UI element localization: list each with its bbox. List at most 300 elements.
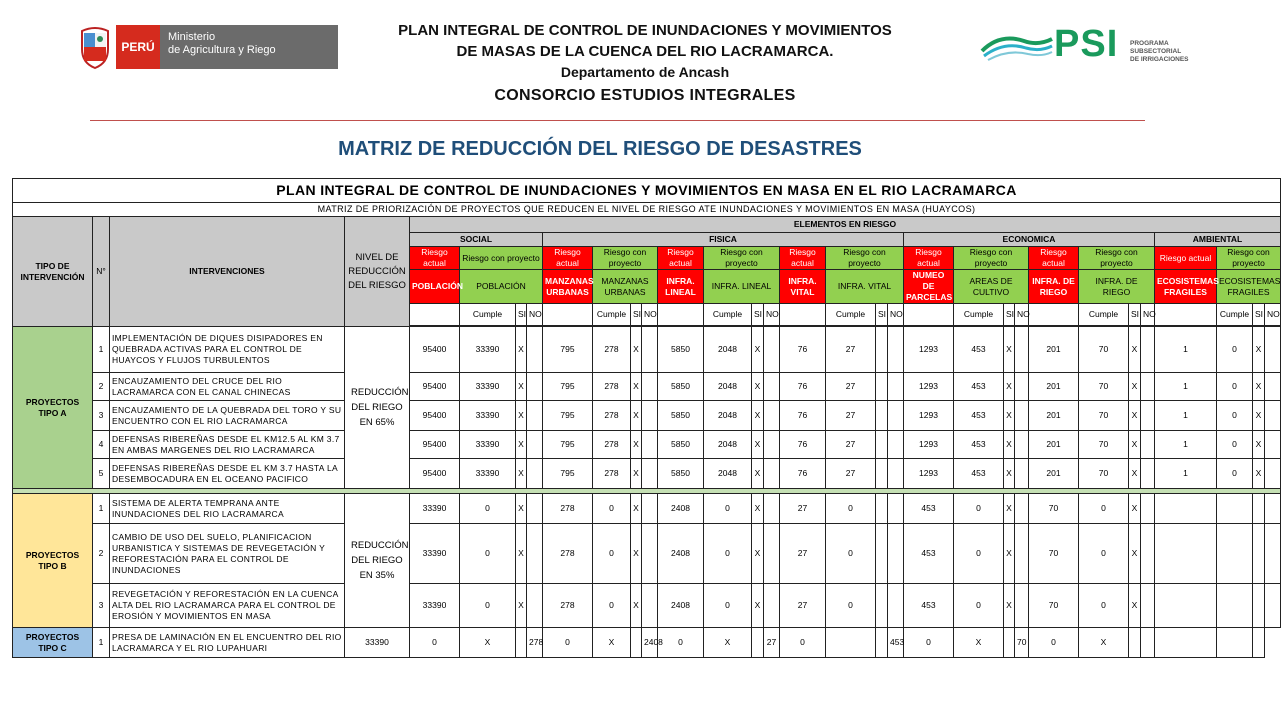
value-actual: 70: [1029, 584, 1079, 628]
value-actual: 201: [1029, 431, 1079, 459]
value-proyecto: 27: [826, 431, 876, 459]
value-si: [876, 459, 888, 489]
value-no: [1015, 494, 1029, 524]
tipo-label: PROYECTOS TIPO A: [13, 327, 93, 489]
value-si: [876, 431, 888, 459]
riesgo-proyecto-label: Riesgo con proyecto: [1217, 247, 1281, 270]
riesgo-proyecto-label: Riesgo con proyecto: [704, 247, 780, 270]
value-actual: 795: [543, 327, 593, 373]
value-proyecto: 0: [410, 628, 460, 658]
header-line-2: DE MASAS DE LA CUENCA DEL RIO LACRAMARCA.: [456, 43, 834, 60]
value-si: X: [516, 584, 527, 628]
value-si: [876, 494, 888, 524]
row-number: 3: [93, 584, 110, 628]
value-proyecto: 0: [826, 584, 876, 628]
ministry-line-2: de Agricultura y Riego: [168, 44, 276, 56]
sub-manzanas-actual: MANZANAS URBANAS: [543, 270, 593, 304]
value-actual: 795: [543, 401, 593, 431]
value-proyecto: 0: [658, 628, 704, 658]
riesgo-proyecto-label: Riesgo con proyecto: [1079, 247, 1155, 270]
table-title: PLAN INTEGRAL DE CONTROL DE INUNDACIONES Y MOVIMIENTOS EN MASA EN EL RIO LACRAMARCA: [13, 179, 1281, 203]
value-si: X: [460, 628, 516, 658]
document-header: [330, 20, 960, 109]
value-no: [642, 584, 658, 628]
value-actual: 1293: [904, 327, 954, 373]
value-si: X: [631, 584, 642, 628]
intervention-text: DEFENSAS RIBEREÑAS DESDE EL KM 3.7 HASTA LA DESEMBOCADURA EN EL OCEANO PACIFICO: [110, 459, 345, 489]
value-si: X: [631, 401, 642, 431]
cumple-header: Cumple: [954, 304, 1004, 326]
value-si: X: [1129, 401, 1141, 431]
value-actual: 453: [904, 584, 954, 628]
value-no: [888, 584, 904, 628]
value-no: [1015, 584, 1029, 628]
cumple-header: Cumple: [1079, 304, 1129, 326]
value-proyecto: 27: [826, 327, 876, 373]
riesgo-actual-label: Riesgo actual: [1155, 247, 1217, 270]
value-si: [876, 373, 888, 401]
si-header: SI: [876, 304, 888, 326]
value-si: X: [752, 494, 764, 524]
value-si: X: [631, 524, 642, 584]
tipo-label: PROYECTOS TIPO C: [13, 628, 93, 658]
value-actual: 2408: [658, 584, 704, 628]
value-proyecto: 2048: [704, 401, 752, 431]
table-row: [13, 431, 1281, 459]
value-si: X: [516, 373, 527, 401]
value-actual: 27: [780, 584, 826, 628]
value-proyecto: 27: [826, 459, 876, 489]
value-si: [1253, 524, 1265, 584]
value-proyecto: 0: [543, 628, 593, 658]
no-header: NO: [888, 304, 904, 326]
intervention-text: DEFENSAS RIBEREÑAS DESDE EL KM12.5 AL KM 3.7 EN AMBAS MARGENES DEL RIO LACRAMARCA: [110, 431, 345, 459]
nivel-reduccion: REDUCCIÓN DEL RIEGO EN 65%: [345, 327, 410, 489]
header-line-4: CONSORCIO ESTUDIOS INTEGRALES: [494, 87, 796, 104]
value-proyecto: 2048: [704, 459, 752, 489]
sub-parcelas-actual: NUMEO DE PARCELAS: [904, 270, 954, 304]
value-si: X: [1253, 401, 1265, 431]
value-proyecto: 0: [954, 494, 1004, 524]
value-si: [876, 327, 888, 373]
value-proyecto: 0: [1217, 373, 1253, 401]
peru-label: PERÚ: [116, 25, 160, 69]
coat-of-arms-icon: [78, 25, 112, 69]
tipo-label: PROYECTOS TIPO B: [13, 494, 93, 628]
value-no: [764, 584, 780, 628]
value-actual: 76: [780, 459, 826, 489]
sub-infra-vital-proyecto: INFRA. VITAL: [826, 270, 904, 304]
value-no: [1141, 327, 1155, 373]
value-si: X: [516, 459, 527, 489]
value-si: X: [954, 628, 1004, 658]
value-si: [1217, 628, 1253, 658]
value-actual: 1293: [904, 431, 954, 459]
value-si: X: [516, 524, 527, 584]
value-actual: 1: [1155, 327, 1217, 373]
value-actual: 453: [904, 494, 954, 524]
col-nivel-header: NIVEL DE REDUCCIÓN DEL RIESGO: [345, 217, 410, 327]
value-si: X: [1253, 459, 1265, 489]
cumple-header: Cumple: [826, 304, 876, 326]
value-actual: 1: [1155, 459, 1217, 489]
riesgo-proyecto-label: Riesgo con proyecto: [826, 247, 904, 270]
value-no: [888, 524, 904, 584]
si-header: SI: [752, 304, 764, 326]
value-proyecto: 70: [1079, 327, 1129, 373]
value-proyecto: 0: [1217, 431, 1253, 459]
value-actual: [1141, 628, 1155, 658]
value-actual: 1: [1155, 401, 1217, 431]
value-actual: 1293: [904, 401, 954, 431]
value-proyecto: 0: [1079, 494, 1129, 524]
value-actual: 76: [780, 373, 826, 401]
col-tipo-header: TIPO DE INTERVENCIÓN: [13, 217, 93, 327]
cat-ambiental: AMBIENTAL: [1155, 233, 1281, 247]
value-no: [631, 628, 642, 658]
header-divider: [90, 120, 1145, 121]
blank-cell: [410, 304, 460, 326]
value-actual: 5850: [658, 431, 704, 459]
priority-matrix-table: [12, 178, 1281, 658]
value-no: [752, 628, 764, 658]
value-no: [764, 401, 780, 431]
sub-ecosistemas-proyecto: ECOSISTEMAS FRAGILES: [1217, 270, 1281, 304]
value-proyecto: 453: [954, 373, 1004, 401]
no-header: NO: [1015, 304, 1029, 326]
value-actual: 795: [543, 373, 593, 401]
table-row: [13, 584, 1281, 628]
value-proyecto: 0: [593, 524, 631, 584]
value-actual: 70: [1015, 628, 1029, 658]
value-actual: 278: [527, 628, 543, 658]
value-si: [1253, 584, 1265, 628]
table-row: [13, 401, 1281, 431]
value-si: [876, 524, 888, 584]
si-header: SI: [631, 304, 642, 326]
value-no: [888, 373, 904, 401]
value-no: [764, 524, 780, 584]
value-actual: 1: [1155, 431, 1217, 459]
value-no: [1265, 373, 1281, 401]
intervention-text: SISTEMA DE ALERTA TEMPRANA ANTE INUNDACIONES DEL RIO LACRAMARCA: [110, 494, 345, 524]
value-no: [876, 628, 888, 658]
cat-economica: ECONOMICA: [904, 233, 1155, 247]
value-no: [527, 327, 543, 373]
table-row: [13, 524, 1281, 584]
value-actual: 70: [1029, 524, 1079, 584]
value-no: [1015, 327, 1029, 373]
value-si: X: [752, 459, 764, 489]
value-actual: 95400: [410, 373, 460, 401]
value-no: [1253, 628, 1265, 658]
value-proyecto: 278: [593, 459, 631, 489]
riesgo-proyecto-label: Riesgo con proyecto: [460, 247, 543, 270]
value-proyecto: 0: [780, 628, 826, 658]
value-si: X: [1004, 401, 1015, 431]
no-header: NO: [764, 304, 780, 326]
value-proyecto: 278: [593, 431, 631, 459]
value-proyecto: 453: [954, 431, 1004, 459]
value-proyecto: 0: [1029, 628, 1079, 658]
blank-cell: [780, 304, 826, 326]
value-actual: 27: [764, 628, 780, 658]
value-no: [1141, 431, 1155, 459]
riesgo-actual-label: Riesgo actual: [1029, 247, 1079, 270]
cat-fisica: FISICA: [543, 233, 904, 247]
page-title: MATRIZ DE REDUCCIÓN DEL RIESGO DE DESASTRES: [338, 138, 862, 160]
value-si: X: [752, 431, 764, 459]
value-actual: 76: [780, 327, 826, 373]
riesgo-proyecto-label: Riesgo con proyecto: [593, 247, 658, 270]
value-si: X: [1129, 524, 1141, 584]
value-no: [1265, 524, 1281, 584]
value-actual: 453: [888, 628, 904, 658]
value-actual: 278: [543, 494, 593, 524]
value-proyecto: 33390: [460, 459, 516, 489]
value-si: X: [1004, 524, 1015, 584]
table-row: [13, 459, 1281, 489]
value-si: X: [1129, 373, 1141, 401]
sub-riego-actual: INFRA. DE RIEGO: [1029, 270, 1079, 304]
cumple-header: Cumple: [1217, 304, 1253, 326]
value-no: [1004, 628, 1015, 658]
value-proyecto: 70: [1079, 431, 1129, 459]
value-si: X: [516, 431, 527, 459]
value-proyecto: 278: [593, 327, 631, 373]
peru-ministry-logo: [78, 25, 338, 69]
table-subtitle: MATRIZ DE PRIORIZACIÓN DE PROYECTOS QUE REDUCEN EL NIVEL DE RIESGO ATE INUNDACIONES Y MOVIMIENTOS EN MASA (HUAYCOS): [13, 203, 1281, 217]
value-si: X: [631, 327, 642, 373]
value-proyecto: 453: [954, 327, 1004, 373]
value-si: [1253, 494, 1265, 524]
value-no: [764, 494, 780, 524]
row-number: 1: [93, 628, 110, 658]
header-line-1: PLAN INTEGRAL DE CONTROL DE INUNDACIONES Y MOVIMIENTOS: [398, 22, 892, 39]
riesgo-proyecto-label: Riesgo con proyecto: [954, 247, 1029, 270]
value-no: [888, 494, 904, 524]
value-no: [1015, 373, 1029, 401]
value-proyecto: [1217, 494, 1253, 524]
value-actual: [1155, 494, 1217, 524]
blank-cell: [1029, 304, 1079, 326]
value-no: [642, 431, 658, 459]
value-actual: 201: [1029, 373, 1079, 401]
no-header: NO: [1141, 304, 1155, 326]
value-actual: 70: [1029, 494, 1079, 524]
value-si: X: [752, 524, 764, 584]
value-si: X: [516, 327, 527, 373]
value-actual: 278: [543, 524, 593, 584]
value-si: [876, 401, 888, 431]
sub-infra-lineal-proyecto: INFRA. LINEAL: [704, 270, 780, 304]
value-proyecto: 33390: [460, 327, 516, 373]
tipo-a-rows: [13, 327, 1281, 489]
psi-waves-icon: [980, 29, 1054, 69]
value-proyecto: 2048: [704, 431, 752, 459]
value-si: X: [1129, 431, 1141, 459]
value-proyecto: 0: [954, 524, 1004, 584]
value-no: [1015, 459, 1029, 489]
table-row: [13, 373, 1281, 401]
sub-infra-vital-actual: INFRA. VITAL: [780, 270, 826, 304]
elementos-header: ELEMENTOS EN RIESGO: [410, 217, 1281, 233]
value-si: X: [1004, 373, 1015, 401]
value-no: [1015, 431, 1029, 459]
value-actual: 2408: [642, 628, 658, 658]
tipo-c-rows: [13, 628, 1281, 658]
row-number: 5: [93, 459, 110, 489]
value-actual: 795: [543, 459, 593, 489]
value-si: X: [1129, 327, 1141, 373]
value-proyecto: 33390: [460, 401, 516, 431]
value-proyecto: 0: [460, 524, 516, 584]
si-header: SI: [1253, 304, 1265, 326]
value-actual: 76: [780, 401, 826, 431]
value-proyecto: 0: [904, 628, 954, 658]
cat-social: SOCIAL: [410, 233, 543, 247]
value-si: X: [593, 628, 631, 658]
value-no: [527, 373, 543, 401]
intervention-text: PRESA DE LAMINACIÓN EN EL ENCUENTRO DEL RIO LACRAMARCA Y EL RIO LUPAHUARI: [110, 628, 345, 658]
value-si: X: [1129, 584, 1141, 628]
value-actual: 5850: [658, 459, 704, 489]
psi-sub-3: DE IRRIGACIONES: [1130, 56, 1189, 63]
value-actual: 95400: [410, 459, 460, 489]
table-row: [13, 628, 1281, 658]
value-proyecto: 70: [1079, 459, 1129, 489]
value-no: [1141, 584, 1155, 628]
nivel-reduccion: REDUCCIÓN DEL RIEGO EN 35%: [345, 494, 410, 628]
no-header: NO: [642, 304, 658, 326]
no-header: NO: [1265, 304, 1281, 326]
intervention-text: ENCAUZAMIENTO DE LA QUEBRADA DEL TORO Y SU ENCUENTRO CON EL RIO LACRAMARCA: [110, 401, 345, 431]
table-row: [13, 327, 1281, 373]
value-proyecto: 27: [826, 401, 876, 431]
value-si: X: [1129, 459, 1141, 489]
value-proyecto: 0: [704, 524, 752, 584]
value-no: [527, 494, 543, 524]
value-proyecto: 0: [1217, 327, 1253, 373]
value-si: X: [1253, 431, 1265, 459]
si-header: SI: [1129, 304, 1141, 326]
value-actual: 95400: [410, 327, 460, 373]
value-proyecto: 0: [826, 524, 876, 584]
value-no: [1141, 494, 1155, 524]
value-si: X: [516, 494, 527, 524]
value-actual: 33390: [345, 628, 410, 658]
value-no: [1141, 459, 1155, 489]
value-proyecto: 33390: [460, 431, 516, 459]
psi-label: PSI: [1054, 23, 1119, 65]
si-header: SI: [1004, 304, 1015, 326]
value-no: [764, 373, 780, 401]
col-n-header: N°: [93, 217, 110, 327]
value-no: [642, 373, 658, 401]
value-actual: 95400: [410, 401, 460, 431]
value-actual: 1293: [904, 373, 954, 401]
value-actual: 5850: [658, 373, 704, 401]
value-no: [1129, 628, 1141, 658]
value-no: [1265, 584, 1281, 628]
intervention-text: ENCAUZAMIENTO DEL CRUCE DEL RIO LACRAMARCA CON EL CANAL CHINECAS: [110, 373, 345, 401]
blank-cell: [543, 304, 593, 326]
header-line-3: Departamento de Ancash: [560, 64, 730, 80]
sub-cultivo-proyecto: AREAS DE CULTIVO: [954, 270, 1029, 304]
value-proyecto: 0: [704, 494, 752, 524]
value-no: [642, 459, 658, 489]
value-actual: 1: [1155, 373, 1217, 401]
value-actual: 1293: [904, 459, 954, 489]
ministry-label: [160, 25, 338, 69]
value-no: [642, 401, 658, 431]
row-number: 4: [93, 431, 110, 459]
value-proyecto: [1217, 584, 1253, 628]
riesgo-actual-label: Riesgo actual: [904, 247, 954, 270]
blank-cell: [658, 304, 704, 326]
value-si: X: [704, 628, 752, 658]
value-no: [888, 431, 904, 459]
cumple-header: Cumple: [460, 304, 516, 326]
value-no: [1015, 401, 1029, 431]
value-actual: 76: [780, 431, 826, 459]
value-actual: 33390: [410, 524, 460, 584]
cumple-header: Cumple: [704, 304, 752, 326]
value-si: X: [1004, 327, 1015, 373]
value-no: [527, 524, 543, 584]
value-si: X: [752, 373, 764, 401]
value-proyecto: 0: [1079, 524, 1129, 584]
value-proyecto: 0: [704, 584, 752, 628]
value-si: X: [752, 401, 764, 431]
value-no: [1141, 401, 1155, 431]
intervention-text: REVEGETACIÓN Y REFORESTACIÓN EN LA CUENCA ALTA DEL RIO LACRAMARCA PARA EL CONTROL DE EROSIÓN Y MOVIMIENTOS EN MASA: [110, 584, 345, 628]
value-si: X: [1129, 494, 1141, 524]
value-actual: 33390: [410, 494, 460, 524]
value-proyecto: 0: [593, 584, 631, 628]
value-no: [1265, 327, 1281, 373]
psi-subtitle: [1130, 40, 1189, 64]
no-header: NO: [527, 304, 543, 326]
value-no: [527, 584, 543, 628]
value-proyecto: 0: [1217, 401, 1253, 431]
value-si: X: [631, 494, 642, 524]
value-proyecto: [1217, 524, 1253, 584]
value-si: X: [752, 584, 764, 628]
row-number: 2: [93, 373, 110, 401]
psi-logo: [980, 25, 1210, 70]
value-actual: 33390: [410, 584, 460, 628]
value-proyecto: 0: [826, 494, 876, 524]
value-no: [1265, 494, 1281, 524]
value-actual: 201: [1029, 401, 1079, 431]
value-proyecto: 70: [1079, 401, 1129, 431]
value-no: [764, 327, 780, 373]
riesgo-actual-label: Riesgo actual: [658, 247, 704, 270]
value-no: [1141, 524, 1155, 584]
intervention-text: CAMBIO DE USO DEL SUELO, PLANIFICACION URBANISTICA Y SISTEMAS DE REVEGETACIÓN Y REFORESTACIÓN PARA EL CONTROL DE INUNDACIONES: [110, 524, 345, 584]
value-si: X: [1004, 431, 1015, 459]
value-proyecto: 278: [593, 373, 631, 401]
value-no: [642, 494, 658, 524]
value-actual: [1155, 584, 1217, 628]
value-proyecto: 27: [826, 373, 876, 401]
ministry-line-1: Ministerio: [168, 31, 216, 43]
value-si: X: [752, 327, 764, 373]
value-no: [1265, 459, 1281, 489]
value-si: X: [1253, 373, 1265, 401]
sub-manzanas-proyecto: MANZANAS URBANAS: [593, 270, 658, 304]
